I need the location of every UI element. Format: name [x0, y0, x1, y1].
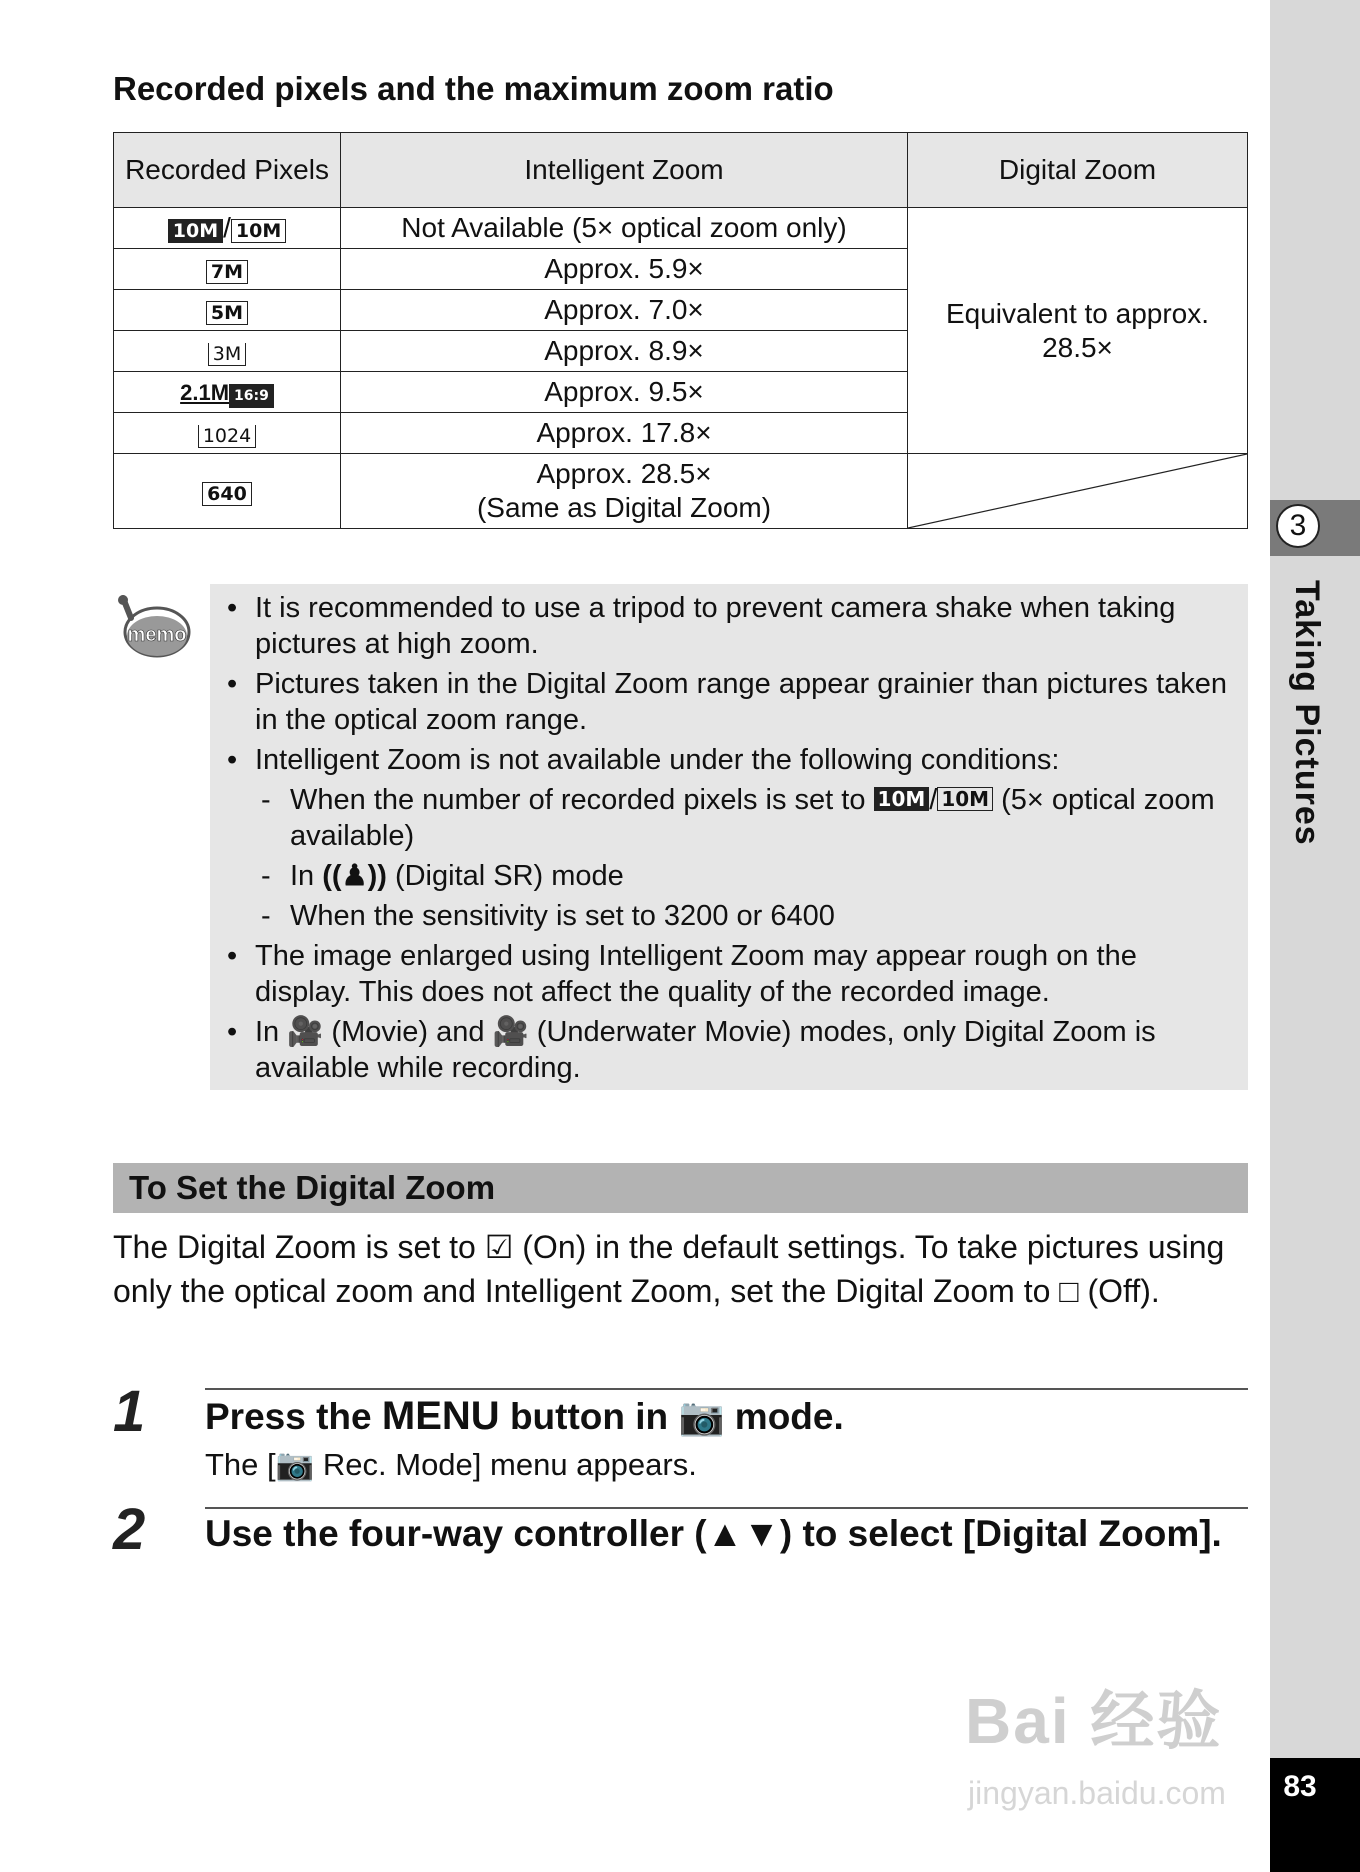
header-recorded-pixels: Recorded Pixels	[114, 133, 341, 208]
menu-button-label: MENU	[381, 1394, 500, 1438]
pixels-cell	[114, 372, 341, 413]
diagonal-line	[908, 454, 1247, 528]
intelligent-zoom-cell: Approx. 9.5×	[341, 372, 908, 413]
camera-icon: 📷	[678, 1396, 725, 1437]
digital-zoom-cell: Equivalent to approx. 28.5×	[908, 208, 1248, 454]
header-intelligent-zoom: Intelligent Zoom	[341, 133, 908, 208]
watermark-logo: Bai 经验	[965, 1685, 1223, 1757]
pixels-5m-icon: 5M	[206, 301, 248, 325]
pixels-cell	[114, 454, 341, 529]
pixels-10m-icon: 10M	[168, 219, 223, 243]
svg-text:memo: memo	[127, 624, 187, 646]
memo-item: • The image enlarged using Intelligent Zoom may appear rough on the display. This does not affect the quality of the recorded image.	[225, 938, 1235, 1010]
checkbox-empty-icon: □	[1059, 1273, 1079, 1309]
chapter-title: Taking Pictures	[1288, 580, 1326, 846]
memo-subitem: - When the sensitivity is set to 3200 or 6400	[225, 898, 1235, 934]
digital-zoom-empty-cell	[908, 454, 1248, 529]
watermark-url: jingyan.baidu.com	[968, 1775, 1226, 1811]
table-row	[114, 208, 1248, 249]
checkbox-checked-icon: ☑	[484, 1229, 514, 1265]
pixels-cell	[114, 413, 341, 454]
intelligent-zoom-cell: Not Available (5× optical zoom only)	[341, 208, 908, 249]
step-number: 1	[113, 1379, 146, 1444]
intelligent-zoom-cell: Approx. 17.8×	[341, 413, 908, 454]
memo-item: • Intelligent Zoom is not available under the following conditions:	[225, 742, 1235, 778]
pixels-10m-alt-icon: 10M	[937, 787, 993, 811]
digital-sr-icon: ((♟))	[322, 860, 387, 892]
movie-icon: 🎥	[287, 1016, 324, 1048]
memo-list	[225, 590, 1235, 1090]
pixels-7m-icon: 7M	[206, 260, 248, 284]
pixels-1024-icon: 1024	[198, 425, 256, 448]
underwater-movie-icon: 🎥	[492, 1016, 529, 1048]
header-digital-zoom: Digital Zoom	[908, 133, 1248, 208]
step-title: Use the four-way controller (▲▼) to select [Digital Zoom].	[205, 1513, 1222, 1554]
step-description: The [📷 Rec. Mode] menu appears.	[205, 1447, 697, 1482]
step-number: 2	[113, 1497, 146, 1562]
pixels-2-1m-icon: 2.1M	[180, 380, 230, 405]
pixels-cell	[114, 331, 341, 372]
memo-item: • Pictures taken in the Digital Zoom range appear grainier than pictures taken in the optical zoom range.	[225, 666, 1235, 738]
aspect-16-9-icon: 16:9	[229, 384, 274, 408]
table-row	[114, 454, 1248, 529]
intelligent-zoom-cell: Approx. 5.9×	[341, 249, 908, 290]
side-strip	[1270, 0, 1360, 1872]
intelligent-zoom-cell	[341, 454, 908, 529]
pixels-cell	[114, 249, 341, 290]
memo-icon	[115, 592, 195, 662]
step-title: Press the MENU button in 📷 mode.	[205, 1394, 844, 1438]
memo-subitem: - In ((♟)) (Digital SR) mode	[225, 858, 1235, 894]
pixels-cell	[114, 290, 341, 331]
memo-subitem: - When the number of recorded pixels is set to 10M / 10M (5× optical zoom available)	[225, 782, 1235, 854]
zoom-ratio-table	[113, 132, 1248, 529]
memo-item: • In 🎥 (Movie) and 🎥 (Underwater Movie) modes, only Digital Zoom is available while recording.	[225, 1014, 1235, 1086]
step-divider	[205, 1388, 1248, 1390]
subsection-title: To Set the Digital Zoom	[113, 1163, 1248, 1213]
pixels-cell: 10M / 10M	[114, 208, 341, 249]
pixels-3m-icon: 3M	[208, 343, 246, 366]
page-number: 83	[1283, 1770, 1317, 1803]
camera-icon: 📷	[275, 1447, 315, 1482]
intelligent-zoom-note: (Same as Digital Zoom)	[476, 492, 772, 523]
section-title: Recorded pixels and the maximum zoom ratio	[113, 70, 834, 107]
table-header-row	[114, 133, 1248, 208]
intelligent-zoom-cell: Approx. 8.9×	[341, 331, 908, 372]
pixels-640-icon: 640	[202, 482, 252, 506]
memo-item: • It is recommended to use a tripod to prevent camera shake when taking pictures at high zoom.	[225, 590, 1235, 662]
pixels-10m-icon: 10M	[874, 787, 930, 811]
intelligent-zoom-cell: Approx. 7.0×	[341, 290, 908, 331]
intelligent-zoom-value: Approx. 28.5×	[536, 458, 712, 489]
chapter-number: 3	[1276, 504, 1320, 548]
step-divider	[205, 1507, 1248, 1509]
body-paragraph: The Digital Zoom is set to ☑ (On) in the default settings. To take pictures using only the optical zoom and Intelligent Zoom, set the Digital Zoom to □ (Off).	[113, 1229, 1225, 1309]
pixels-10m-alt-icon: 10M	[231, 219, 286, 243]
